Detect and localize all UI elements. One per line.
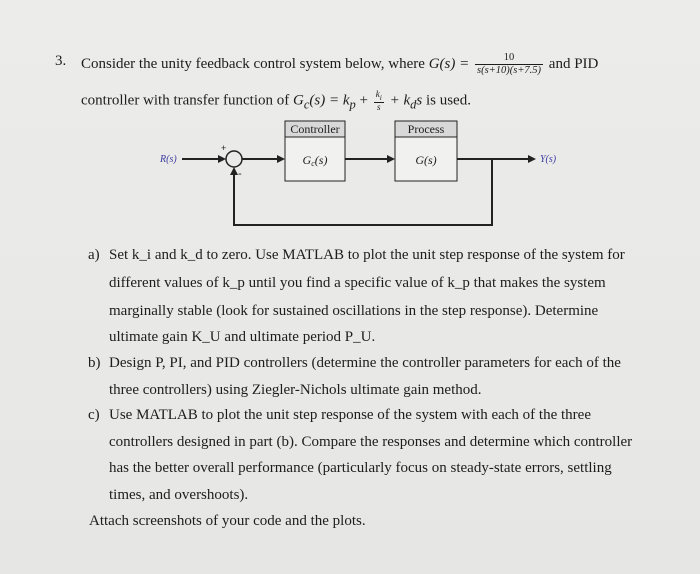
g-numerator: 10 xyxy=(475,52,543,65)
kd-s: s xyxy=(416,92,423,109)
controller-tf: Gc(s) xyxy=(302,153,328,168)
part-a-line-4: ultimate gain K_U and ultimate period P_U. xyxy=(109,329,376,345)
part-a-line-2: different values of k_p until you find a specific value of k_p that makes the system xyxy=(109,275,606,291)
problem-number: 3. xyxy=(55,53,67,69)
output-arrowhead xyxy=(528,155,536,163)
intro-prefix: Consider the unity feedback control system below, where xyxy=(81,55,425,72)
input-label: R(s) xyxy=(160,154,177,165)
part-b-line-2: three controllers) using Ziegler-Nichols ultimate gain method. xyxy=(109,382,482,398)
gc-lhs: G xyxy=(293,92,304,109)
part-a-line-3: marginally stable (look for sustained oscillations in the step response). Determine xyxy=(109,303,599,319)
g-lhs: G(s) = xyxy=(428,55,470,72)
part-a-line-1: Set k_i and k_d to zero. Use MATLAB to plot the unit step response of the system for xyxy=(109,247,625,263)
ki-fraction xyxy=(374,90,384,112)
ki-denominator: s xyxy=(377,101,381,112)
attach-instruction: Attach screenshots of your code and the plots. xyxy=(89,513,366,529)
block-diagram xyxy=(150,115,580,235)
feedback-arrowhead xyxy=(230,167,238,175)
part-c-line-1: Use MATLAB to plot the unit step response of the system with each of the three xyxy=(109,407,591,423)
part-c-line-4: times, and overshoots). xyxy=(109,487,249,503)
part-b-line-1: Design P, PI, and PID controllers (determine the controller parameters for each of the xyxy=(109,355,621,371)
line2-suffix: is used. xyxy=(425,92,471,109)
control-arrowhead xyxy=(387,155,395,163)
input-arrowhead xyxy=(218,155,226,163)
plus-1: + xyxy=(355,92,372,109)
part-c-line-2: controllers designed in part (b). Compare the responses and determine which controller xyxy=(109,434,633,450)
part-b-label: b) xyxy=(88,355,101,371)
controller-title: Controller xyxy=(290,122,340,136)
problem-line-1 xyxy=(81,52,598,77)
kp-sub: p xyxy=(349,97,356,112)
minus-sign: - xyxy=(238,168,242,180)
gc-eq: (s) = k xyxy=(309,92,350,109)
plus-sign: + xyxy=(221,143,227,153)
line2-prefix: controller with transfer function of xyxy=(81,92,290,109)
problem-line-2 xyxy=(81,90,471,114)
gc-sub: c xyxy=(303,97,310,112)
plus-2: + k xyxy=(385,92,411,109)
g-fraction xyxy=(475,52,543,77)
ki-numerator: $k_i$ xyxy=(375,89,382,102)
g-denominator: s(s+10)(s+7.5) xyxy=(476,65,542,76)
part-c-label: c) xyxy=(88,407,100,423)
intro-suffix: and PID xyxy=(548,55,599,72)
part-a-label: a) xyxy=(88,247,100,263)
error-arrowhead xyxy=(277,155,285,163)
process-title: Process xyxy=(407,122,445,136)
process-tf: G(s) xyxy=(415,153,437,167)
kd-sub: d xyxy=(410,97,417,112)
output-label: Y(s) xyxy=(540,154,557,165)
summing-junction xyxy=(226,151,242,167)
part-c-line-3: has the better overall performance (particularly focus on steady-state errors, settling xyxy=(109,460,612,476)
